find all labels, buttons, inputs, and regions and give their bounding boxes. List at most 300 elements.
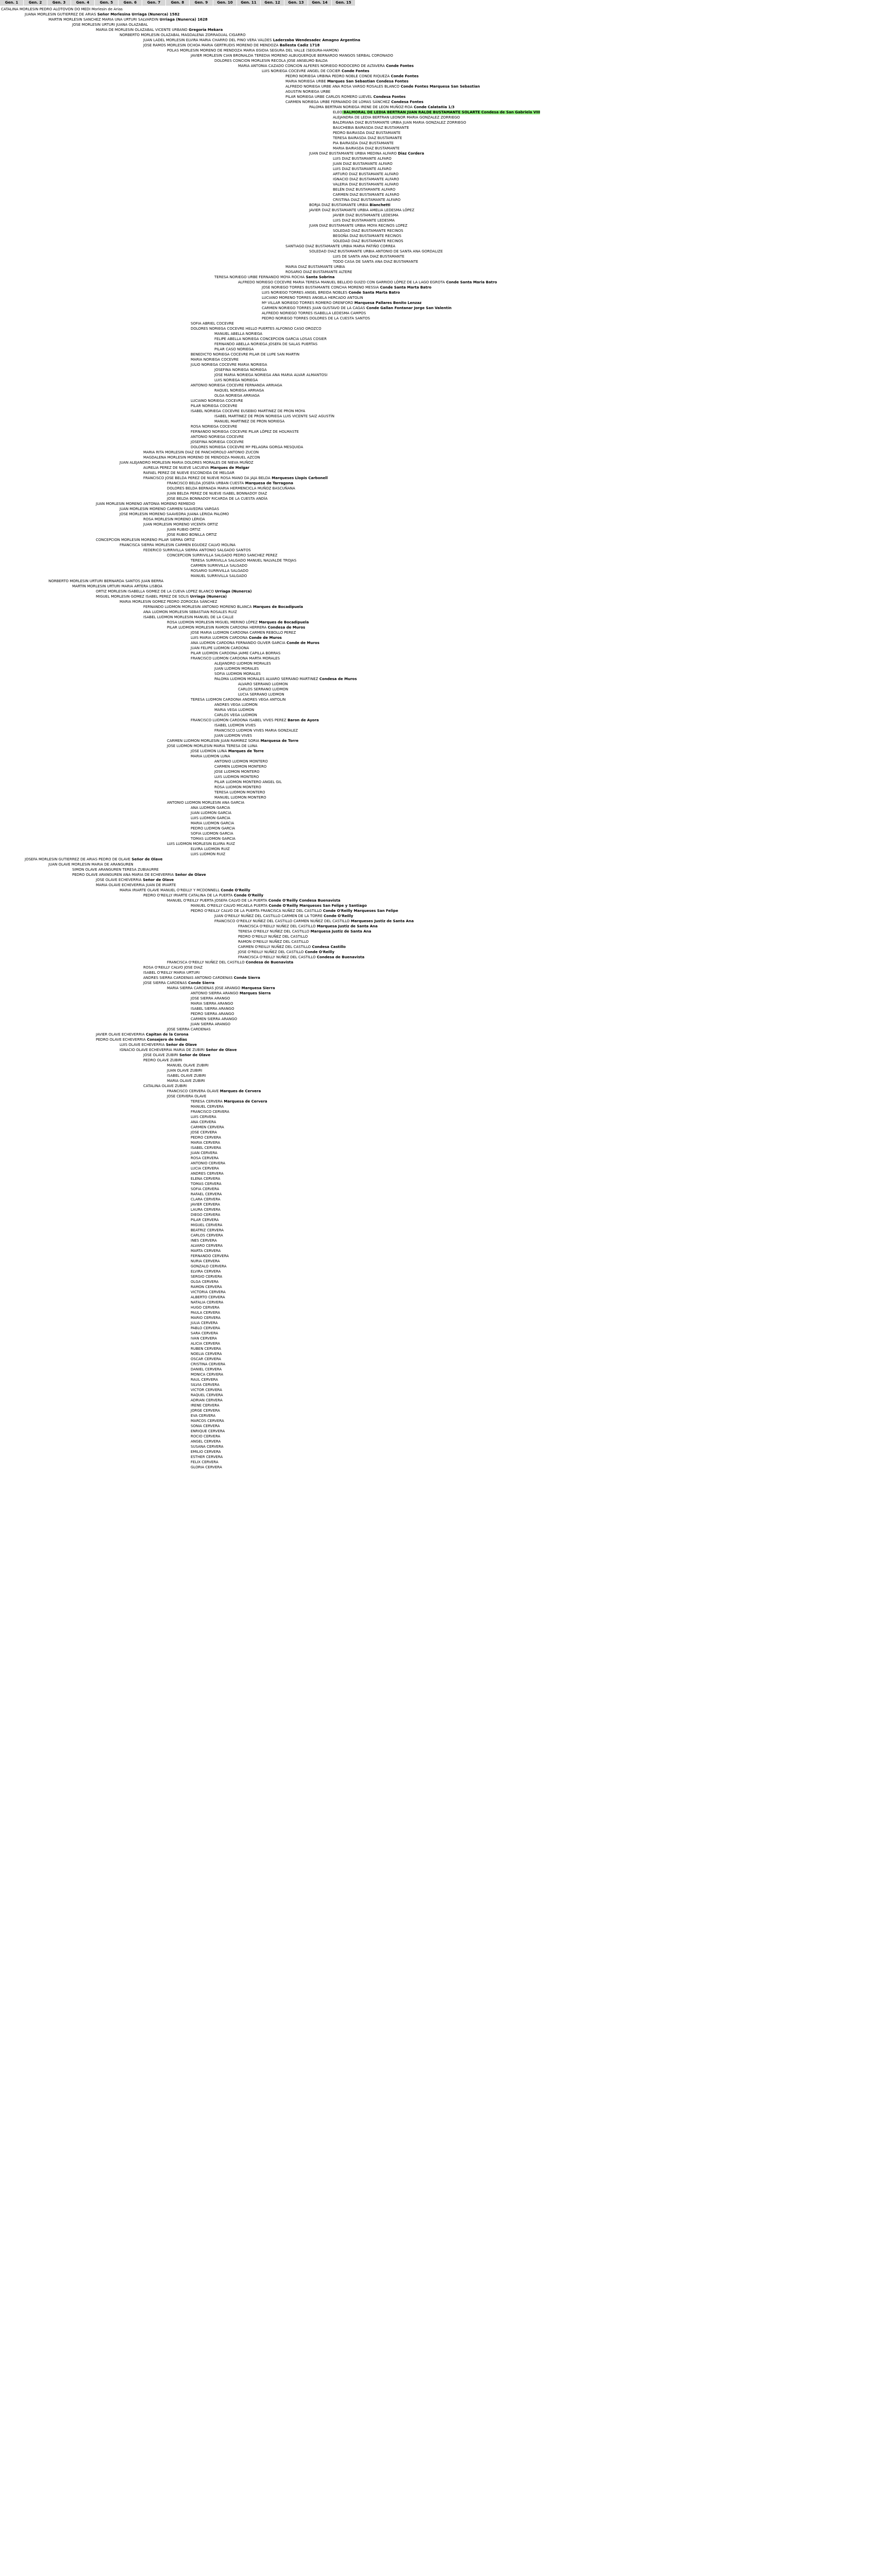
person-names: ISABEL OLAVE ZUBIRI bbox=[167, 1074, 206, 1078]
tree-row bbox=[238, 280, 497, 285]
tree-row bbox=[191, 568, 248, 573]
generation-column-6: Gen. 6 bbox=[119, 0, 142, 6]
tree-row bbox=[96, 594, 227, 599]
person-names: CARLOS SERRANO LUDMON bbox=[238, 687, 289, 691]
noble-title: Marques Sierra bbox=[238, 991, 271, 995]
tree-row bbox=[191, 1202, 220, 1207]
tree-row bbox=[214, 733, 252, 738]
tree-row bbox=[191, 357, 239, 362]
tree-row bbox=[191, 1022, 230, 1027]
person-names: ALEJANDRA DE LEDIA BERTRAN LEONOR MARIA GONZALEZ ZORRIEGO bbox=[333, 115, 460, 120]
person-names: ANTONIO CERVERA bbox=[191, 1161, 226, 1165]
person-names: LUIS NORIEGO TORRES ANGEL BREIDA NOBLES bbox=[262, 291, 348, 295]
person-names: JAVIER DIAZ BUSTAMANTE LEDESMA bbox=[333, 213, 399, 217]
noble-title: Condesa de Buenavista bbox=[244, 960, 294, 964]
person-names: SARA CERVERA bbox=[191, 1331, 218, 1335]
person-names: JAVIER CERVERA bbox=[191, 1202, 221, 1207]
tree-row bbox=[309, 151, 424, 156]
person-names: JUAN MORLESIN MORENO ANTONIA MORENO REMEDIO bbox=[96, 502, 195, 506]
person-names: FRANCISCO LUDMON CARDONA MARTA MORALES bbox=[191, 656, 280, 660]
tree-row bbox=[167, 898, 341, 903]
tree-row bbox=[285, 244, 395, 249]
person-names: BEGOÑA DIAZ BUSTAMANTE RECINOS bbox=[333, 234, 401, 238]
tree-row bbox=[285, 84, 480, 89]
tree-row bbox=[191, 1099, 267, 1104]
person-names: ISABEL O'REILLY MARIA URTURI bbox=[143, 971, 200, 975]
tree-row bbox=[191, 1269, 221, 1274]
tree-row bbox=[191, 1454, 223, 1460]
tree-row bbox=[143, 970, 200, 975]
person-names: BEATRIZ CERVERA bbox=[191, 1228, 224, 1232]
person-names: CONCEPCION SURRIVILLA SALGADO PEDRO SANCHEZ PEREZ bbox=[167, 553, 278, 557]
tree-row bbox=[191, 362, 267, 367]
generation-column-11: Gen. 11 bbox=[237, 0, 261, 6]
person-names: ALFREDO NORIEGO COCEVRE MARIA TERESA MANUEL BELLIDO GUIZO CON GARRIDO LÓPEZ DE LA LAGO EGROTA bbox=[238, 280, 445, 284]
person-names: JAVIER OLAVE ECHEVERRIA bbox=[96, 1032, 145, 1037]
tree-row bbox=[214, 702, 258, 707]
tree-row bbox=[167, 743, 258, 749]
person-names: SILVIA CERVERA bbox=[191, 1383, 219, 1387]
tree-row bbox=[214, 785, 261, 790]
person-names: ARTURO DIAZ BUSTAMANTE ALFARO bbox=[333, 172, 399, 176]
person-names: RAFAEL PEREZ DE NUEVE ESCONDIDA DE MELGAR bbox=[143, 471, 235, 475]
tree-row bbox=[191, 1413, 215, 1418]
tree-row bbox=[191, 1161, 225, 1166]
person-names: MARIA CERVERA bbox=[191, 1141, 221, 1145]
person-names: ADRIAN CERVERA bbox=[191, 1398, 223, 1402]
tree-row bbox=[191, 1223, 223, 1228]
tree-row bbox=[191, 1341, 220, 1346]
person-names: VICTOR CERVERA bbox=[191, 1388, 222, 1392]
tree-row bbox=[214, 769, 260, 774]
person-names: TERESA SURRIVILLA SALGADO MANUEL NALVALDE TROJAS bbox=[191, 558, 297, 563]
tree-row bbox=[309, 223, 408, 228]
person-names: VICTORIA CERVERA bbox=[191, 1290, 226, 1294]
noble-title: Señor Morlesina Urriaga (Nunerca) 1582 bbox=[96, 12, 180, 16]
generation-column-15: Gen. 15 bbox=[332, 0, 356, 6]
tree-row bbox=[191, 1315, 221, 1320]
tree-row bbox=[191, 1346, 221, 1351]
noble-title: BALMORAL DE LEDIA BERTRAN JUAN RALDE BUSTAMANTE SOLARTE Condesa de San Gabriela VIII bbox=[342, 110, 541, 114]
person-names: ALVARO SERRANO LUDMON bbox=[238, 682, 288, 686]
tree-row bbox=[191, 1279, 218, 1284]
person-names: CARMEN O'REILLY NUÑEZ DEL CASTILLO bbox=[238, 945, 311, 949]
person-names: MARIA LUDMON GARCIA bbox=[191, 821, 234, 825]
person-names: SUSANA CERVERA bbox=[191, 1445, 224, 1449]
person-names: JUAN BELDA PEREZ DE NUEVE ISABEL BONNADOY DIAZ bbox=[167, 492, 267, 496]
person-names: JOSE CERVERA bbox=[191, 1130, 217, 1134]
tree-row bbox=[191, 321, 234, 326]
person-names: JUAN DIAZ BUSTAMANTE URBIA MOYA RECINOS LOPEZ bbox=[309, 224, 408, 228]
tree-row bbox=[191, 1336, 217, 1341]
person-names: JUAN RUBIO ORTIZ bbox=[167, 528, 201, 532]
tree-row bbox=[262, 306, 451, 311]
person-names: TOMAS LUDMON GARCIA bbox=[191, 837, 235, 841]
tree-row bbox=[191, 403, 238, 409]
person-names: ANTONIO SIERRA ARANGO bbox=[191, 991, 239, 995]
tree-row bbox=[120, 888, 250, 893]
tree-row bbox=[191, 1187, 219, 1192]
person-names: JUANA MORLESIN GUTIERREZ DE ARIAS bbox=[25, 12, 96, 16]
person-names: JOSE RUBIO BONILLA ORTIZ bbox=[167, 533, 217, 537]
noble-title: Conde O'Reilly bbox=[303, 950, 334, 954]
person-names: GONZALO CERVERA bbox=[191, 1264, 227, 1268]
person-names: PABLO CERVERA bbox=[191, 1326, 221, 1330]
person-names: MARTIN MORLESIN URTURI MARIA ARTERA LISBOA bbox=[72, 584, 163, 588]
tree-row bbox=[309, 208, 414, 213]
person-names: TERESA BAIRASDA DIAZ BUSTAMANTE bbox=[333, 136, 402, 140]
person-names: LUIS DE SANTA ANA DIAZ BUSTAMANTE bbox=[333, 255, 404, 259]
person-names: FERNANDO ABELLA NORIEGA JOSEFA DE SALAS PUERTAS bbox=[214, 342, 318, 346]
person-names: BENEDICTO NORIEGA COCEVRE PILAR DE LUPE SAN MARTIN bbox=[191, 352, 300, 357]
person-names: EVA CERVERA bbox=[191, 1414, 216, 1418]
person-names: MARTA CERVERA bbox=[191, 1249, 221, 1253]
tree-row bbox=[214, 759, 268, 764]
generation-column-5: Gen. 5 bbox=[95, 0, 119, 6]
person-names: JORGE CERVERA bbox=[191, 1409, 220, 1413]
tree-row bbox=[214, 790, 265, 795]
person-names: FRANCISCA O'REILLY NUÑEZ DEL CASTILLO bbox=[238, 955, 316, 959]
person-names: JOSE LUDMON MONTERO bbox=[214, 770, 260, 774]
person-names: JOSE LUDMON MORLESIN MARIA TERESA DE LUNA bbox=[167, 744, 258, 748]
person-names: JOSEFINA NORIEGA NORIEGA bbox=[214, 368, 267, 372]
person-names: JUAN LUDMON MORALES bbox=[214, 667, 259, 671]
person-names: SOFIA CERVERA bbox=[191, 1187, 219, 1191]
tree-row bbox=[333, 156, 392, 161]
tree-row bbox=[191, 1140, 220, 1145]
tree-row bbox=[191, 1145, 221, 1150]
tree-row bbox=[167, 1073, 206, 1078]
noble-title: Señor de Olave bbox=[130, 857, 163, 861]
person-names: JAVIER MORLESIN CIAN BRONALDA TEREDIA MORENO ALBUQUERQUE BERNARDO MANGOS SERBAL CORONADO bbox=[191, 54, 393, 58]
person-names: PEDRO O'REILLY NUÑEZ DEL CASTILLO bbox=[238, 935, 308, 939]
noble-title: Marques de Torre bbox=[227, 749, 264, 753]
person-names: JULIA CERVERA bbox=[191, 1321, 218, 1325]
noble-title: Marquesa Sierra bbox=[240, 986, 275, 990]
person-names: ROSA NORIEGA COCEVRE bbox=[191, 425, 238, 429]
tree-row bbox=[143, 609, 237, 615]
person-names: DOLORES CONCION MORLESIN RECOLA JOSE ANSELMO BALDA bbox=[214, 59, 328, 63]
tree-row bbox=[191, 831, 233, 836]
person-names: CARMEN LUDMON MONTERO bbox=[214, 765, 267, 769]
person-names: MANUEL OLAVE ZUBIRI bbox=[167, 1063, 209, 1067]
tree-row bbox=[214, 713, 257, 718]
tree-row bbox=[191, 1120, 216, 1125]
noble-title: Señor de Olave bbox=[174, 873, 206, 877]
person-names: PEDRO LUDMON GARCIA bbox=[191, 826, 235, 831]
tree-row bbox=[191, 439, 244, 445]
person-names: JUAN OLAVE MORLESIN MARIA DE ARANGUREN bbox=[48, 862, 133, 867]
tree-row bbox=[191, 1362, 225, 1367]
tree-row bbox=[214, 342, 317, 347]
person-names: FRANCISCO CERVERA bbox=[191, 1110, 230, 1114]
person-names: FRANCISCO BELDA JOSEFA URBAN CUESTA bbox=[167, 481, 244, 485]
tree-row bbox=[191, 640, 319, 646]
tree-row bbox=[167, 532, 217, 537]
tree-row bbox=[262, 316, 370, 321]
tree-row bbox=[191, 749, 264, 754]
person-names: ISABEL NORIEGA COCEVRE EUSEBIO MARTINEZ DE PRON MOYA bbox=[191, 409, 306, 413]
tree-row bbox=[191, 1377, 218, 1382]
tree-row bbox=[120, 460, 254, 465]
person-names: BALDRIANA DIAZ BUSTAMANTE URBIA JUAN MARIA GONZALEZ ZORRIEGO bbox=[333, 121, 466, 125]
tree-row bbox=[120, 543, 235, 548]
tree-row bbox=[214, 919, 414, 924]
tree-row bbox=[191, 429, 299, 434]
tree-row bbox=[191, 754, 230, 759]
person-names: FRANCISCO O'REILLY NUÑEZ DEL CASTILLO CARMEN NUÑEZ DEL CASTILLO bbox=[214, 919, 350, 923]
tree-row bbox=[191, 991, 271, 996]
tree-row bbox=[333, 177, 399, 182]
person-names: DOLORES NORIEGA COCEVRE Mª PELAGRA GORGA MESQUIDA bbox=[191, 445, 303, 449]
person-names: LAURA CERVERA bbox=[191, 1208, 221, 1212]
tree-row bbox=[143, 1058, 182, 1063]
noble-title: Conde Calatañia 1/3 bbox=[412, 105, 455, 109]
noble-title: Marqueses Justiz de Santa Ana bbox=[349, 919, 414, 923]
person-names: BAUCHEBIA BAIRASDA DIAZ BUSTAMANTE bbox=[333, 126, 409, 130]
tree-row bbox=[191, 635, 282, 640]
person-names: ROSA LUDMON MORLESIN MIGUEL MERINO LÓPEZ bbox=[167, 620, 258, 624]
noble-title: Conde Fontes bbox=[390, 74, 419, 78]
person-names: INES CERVERA bbox=[191, 1239, 217, 1243]
tree-row bbox=[143, 548, 251, 553]
person-names: MANUEL ABELLA NORIEGA bbox=[214, 332, 263, 336]
person-names: JUAN CERVERA bbox=[191, 1151, 217, 1155]
tree-row bbox=[191, 836, 235, 841]
tree-row bbox=[191, 1408, 220, 1413]
tree-row bbox=[167, 48, 339, 53]
person-names: JOSE SIERRA ARANGO bbox=[191, 996, 230, 1001]
tree-row bbox=[214, 723, 256, 728]
tree-row bbox=[48, 579, 163, 584]
person-names: SOFIA LUDMON MORALES bbox=[214, 672, 261, 676]
person-names: LUIS DIAZ BUSTAMANTE ALFARO bbox=[333, 167, 392, 171]
tree-row bbox=[191, 1429, 225, 1434]
tree-row bbox=[143, 465, 249, 470]
person-names: NORBERTO MORLESIN URTURI BERNARDA SANTOS JUAN BERRA bbox=[48, 579, 164, 583]
person-names: SIMON OLAVE ARANGUREN TERESA ZUBIAURRE bbox=[72, 868, 159, 872]
tree-row bbox=[238, 63, 414, 69]
tree-row bbox=[120, 599, 217, 604]
person-names: OLGA NORIEGA ARRIAGA bbox=[214, 394, 260, 398]
tree-row bbox=[333, 213, 398, 218]
tree-row bbox=[333, 166, 392, 172]
tree-row bbox=[333, 110, 540, 115]
tree-row bbox=[214, 661, 271, 666]
person-names: JUAN LUDMON GARCIA bbox=[191, 811, 231, 815]
person-names: PEDRO O'REILLY CALVO DE LA PUERTA FRANCISCA NUÑEZ DEL CASTILLO bbox=[191, 909, 322, 913]
tree-row bbox=[191, 1418, 224, 1423]
person-names: JOSE LUDMON LUNA bbox=[191, 749, 227, 753]
tree-row bbox=[262, 295, 363, 300]
person-names: MANUEL O'REILLY CALVO MICAELA PUERTA bbox=[191, 904, 268, 908]
person-names: ANDRES VEGA LUDMON bbox=[214, 703, 258, 707]
noble-title: Santa Sobrina bbox=[305, 275, 335, 279]
noble-title: Marquesa Pallares Benito Lenzaz bbox=[353, 301, 422, 305]
person-names: FELIX CERVERA bbox=[191, 1460, 218, 1464]
person-names: OLGA CERVERA bbox=[191, 1280, 219, 1284]
noble-title: Condesa de Muros bbox=[318, 677, 357, 681]
person-names: MARIA SIERRA CARDENAS JOSE ARANGO bbox=[167, 986, 241, 990]
person-names: JUAN OLAVE ZUBIRI bbox=[167, 1069, 202, 1073]
person-names: RAUL CERVERA bbox=[191, 1378, 218, 1382]
person-names: JUAN O'REILLY NUÑEZ DEL CASTILLO CARMEN DE LA TORRE bbox=[214, 914, 323, 918]
person-names: TERESA NORIEGO URBE FERNANDO MOYA ROCHA bbox=[214, 275, 305, 279]
tree-row bbox=[214, 58, 328, 63]
person-names: SOLEDAD DIAZ BUSTAMANTE RECINOS bbox=[333, 229, 403, 233]
tree-row bbox=[191, 409, 305, 414]
person-names: AURELIA PEREZ DE NUEVE LACUEVA bbox=[143, 466, 209, 470]
person-names: MANUEL O'REILLY PUERTA JOSEFA CALVO DE LA PUERTA bbox=[167, 899, 267, 903]
noble-title: Marquesa Justiz de Santa Ana bbox=[309, 929, 371, 934]
tree-row bbox=[143, 517, 205, 522]
person-names: CARMEN NORIEGA URBE FERNANDO DE LOMAS SÁNCHEZ bbox=[285, 100, 390, 104]
person-names: MARIA DE MORLESIN OLAZABAL VICENTE URBANO bbox=[96, 28, 188, 32]
noble-title: Conde Santa Marta Batro bbox=[347, 291, 400, 295]
tree-row bbox=[309, 105, 454, 110]
noble-title: Marques de Bocadipuela bbox=[257, 620, 309, 624]
generation-column-2: Gen. 2 bbox=[24, 0, 47, 6]
tree-row bbox=[214, 774, 259, 779]
person-names: JUAN LUDMON VIVES bbox=[214, 734, 252, 738]
tree-row bbox=[167, 841, 235, 846]
tree-row bbox=[143, 965, 202, 970]
tree-row bbox=[167, 1094, 206, 1099]
person-names: ISABEL LUDMON VIVES bbox=[214, 723, 256, 727]
person-names: ROSARIO SURRIVILLA SALGADO bbox=[191, 569, 248, 573]
tree-row bbox=[72, 22, 148, 27]
tree-row bbox=[167, 486, 295, 491]
noble-title: Diaz Cordera bbox=[396, 151, 425, 156]
tree-row bbox=[214, 671, 261, 676]
noble-title: Ballesta Cadiz 1718 bbox=[278, 43, 320, 47]
person-names: RUBEN CERVERA bbox=[191, 1347, 222, 1351]
tree-row bbox=[191, 1403, 219, 1408]
person-names: ANDRES SIERRA CARDENAS ANTONIO CARDENAS bbox=[143, 976, 233, 980]
tree-row bbox=[167, 1027, 211, 1032]
tree-row bbox=[191, 1460, 218, 1465]
noble-title: Condesa Castillo bbox=[311, 945, 346, 949]
tree-row bbox=[214, 795, 266, 800]
person-names: LUCIANO MORENO TORRES ANGELA HERCADO ANTOLIN bbox=[262, 296, 363, 300]
person-names: LUIS NORIEGA COCEVRE ANGEL DE COCIER bbox=[262, 69, 341, 73]
tree-row bbox=[191, 1264, 227, 1269]
tree-row bbox=[285, 269, 352, 275]
person-names: ISABEL MARTINEZ DE PRON NORIEGA LUIS VICENTE SAIZ AGUSTÍN bbox=[214, 414, 335, 418]
tree-row bbox=[262, 300, 421, 306]
person-names: JOSE BELDA BONNADOY RICARDA DE LA CUESTA ANDÍA bbox=[167, 497, 268, 501]
person-names: IGNACIO DIAZ BUSTAMANTE ALFARO bbox=[333, 177, 399, 181]
person-names: IVAN CERVERA bbox=[191, 1336, 217, 1341]
person-names: DANIEL CERVERA bbox=[191, 1367, 222, 1371]
tree-row bbox=[191, 326, 322, 331]
person-names: MARIA BAIRASDA DIAZ BUSTAMANTE bbox=[333, 146, 400, 150]
noble-title: Señor de Olave bbox=[178, 1053, 211, 1057]
person-names: CRISTINA DIAZ BUSTAMANTE ALFARO bbox=[333, 198, 401, 202]
person-names: ROSARIO DIAZ BUSTAMANTE ALTERE bbox=[285, 270, 352, 274]
tree-row bbox=[333, 197, 400, 202]
tree-row bbox=[191, 1207, 221, 1212]
tree-row bbox=[167, 496, 267, 501]
tree-row bbox=[285, 264, 345, 269]
tree-row bbox=[191, 846, 230, 852]
tree-row bbox=[143, 893, 263, 898]
tree-row bbox=[96, 877, 174, 883]
tree-row bbox=[238, 944, 346, 950]
tree-row bbox=[191, 1382, 219, 1387]
tree-row bbox=[72, 867, 159, 872]
tree-row bbox=[191, 826, 235, 831]
person-names: CARMEN DIAZ BUSTAMANTE ALFARO bbox=[333, 193, 399, 197]
noble-title: Conde Santa Marta Batro bbox=[379, 285, 432, 290]
person-names: CATALINA MORLESIN PEDRO ALOTOVON DO MEDI Morlesin de Arias bbox=[1, 7, 123, 11]
person-names: LUIS DIAZ BUSTAMANTE ALFARO bbox=[333, 157, 392, 161]
tree-row bbox=[285, 99, 424, 105]
person-names: MARCOS CERVERA bbox=[191, 1419, 224, 1423]
tree-row bbox=[333, 115, 460, 120]
person-names: TODO CASA DE SANTA ANA DIAZ BUSTAMANTE bbox=[333, 260, 418, 264]
noble-title: Conde Fontes bbox=[340, 69, 369, 73]
person-names: JAVIER DIAZ BUSTAMANTE URBIA AMELIA LEDESMA LÓPEZ bbox=[309, 208, 415, 212]
tree-row bbox=[120, 506, 219, 512]
person-names: ALICIA CERVERA bbox=[191, 1342, 221, 1346]
person-names: JOSEFINA NORIEGA COCEVRE bbox=[191, 440, 244, 444]
person-names: PILAR CERVERA bbox=[191, 1218, 219, 1222]
tree-row bbox=[214, 414, 334, 419]
person-names: FRANCISCA SIERRA MORLESIN CARMEN EGUDEZ CALVO MOLINA bbox=[120, 543, 236, 547]
tree-row bbox=[25, 857, 163, 862]
noble-title: Conde de Muros bbox=[247, 636, 282, 640]
noble-title: Marquesa de Tarragona bbox=[244, 481, 293, 485]
tree-row bbox=[167, 1078, 205, 1083]
person-names: JUAN DIAZ BUSTAMANTE ALFARO bbox=[333, 162, 393, 166]
person-names: Mª VILLAR NORIEGO TORRES ROMERO ORENFORD bbox=[262, 301, 353, 305]
tree-row bbox=[143, 470, 234, 476]
person-names: ROCIO CERVERA bbox=[191, 1434, 221, 1438]
noble-title: Conde O'Reilly Condesa Buenavista bbox=[267, 899, 341, 903]
tree-row bbox=[214, 378, 258, 383]
person-names: ANDRES CERVERA bbox=[191, 1172, 224, 1176]
person-names: TERESA LUDMON MONTERO bbox=[214, 790, 265, 794]
person-names: NORBERTO MORLESIN OLAZABAL MAGDALENA ZORRAGUAL CIGARRO bbox=[120, 33, 246, 37]
person-names: TOMAS CERVERA bbox=[191, 1182, 222, 1186]
person-names: PILAR NORIEGA COCEVRE bbox=[191, 404, 238, 408]
tree-row bbox=[238, 955, 364, 960]
noble-title: Condesa Fontes bbox=[390, 100, 424, 104]
tree-row bbox=[191, 1135, 221, 1140]
tree-row bbox=[309, 249, 443, 254]
person-names: EMILIO CERVERA bbox=[191, 1450, 221, 1454]
generation-column-1: Gen. 1 bbox=[0, 0, 24, 6]
person-names: LUIS OLAVE ECHEVERRIA bbox=[120, 1043, 165, 1047]
person-names: LUIS NORIEGA NORIEGA bbox=[214, 378, 258, 382]
person-names: LUIS DIAZ BUSTAMANTE LEDESMA bbox=[333, 218, 395, 223]
tree-row bbox=[191, 383, 282, 388]
tree-row bbox=[191, 1011, 234, 1016]
noble-title: Conde Santa Maria Batro bbox=[445, 280, 497, 284]
person-names: PILAR NORIEGA URBE CARLOS ROMERO LUEVEL bbox=[285, 95, 373, 99]
tree-row bbox=[191, 1326, 220, 1331]
noble-title: Marquesa de Torre bbox=[259, 739, 299, 743]
tree-row bbox=[143, 980, 214, 986]
person-names: LUCIANO NORIEGA COCEVRE bbox=[191, 399, 243, 403]
person-names: PEDRO CERVERA bbox=[191, 1136, 222, 1140]
noble-title: Conde Gallan Fontanar Jorge San Valentín bbox=[365, 306, 452, 310]
tree-row bbox=[191, 646, 249, 651]
person-names: SANTIAGO DIAZ BUSTAMANTE URBIA MARIA PATIÑO CORREA bbox=[285, 244, 396, 248]
person-names: CARLOS CERVERA bbox=[191, 1233, 223, 1238]
person-names: FRANCISCO LUDMON CARDONA ISABEL VIVES PEREZ bbox=[191, 718, 286, 722]
